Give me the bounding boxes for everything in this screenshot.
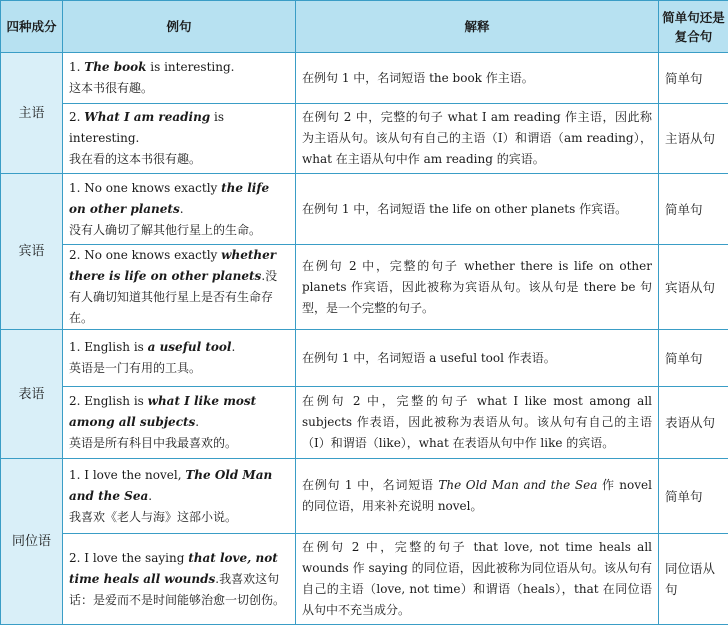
sentence-type-cell: 表语从句 <box>659 387 728 459</box>
example-number: 2. <box>69 110 84 124</box>
example-text-pre: No one knows exactly <box>84 248 221 262</box>
explanation-text: 在例句 2 中，完整的句子 what I like most among all subjects 作表语，因此被称为表语从句。该从句有自己的主语（I）和谓语（like），what 在表语从句中作 like 的宾语。 <box>302 394 652 450</box>
explanation-text: 在例句 1 中，名词短语 the book 作主语。 <box>302 71 534 85</box>
example-text-pre: English is <box>84 394 147 408</box>
example-text-post: . <box>231 340 235 354</box>
sentence-type-cell: 主语从句 <box>659 104 728 174</box>
example-number: 1. <box>69 60 84 74</box>
explanation-cell <box>296 174 659 245</box>
example-number: 2. <box>69 394 84 408</box>
example-number: 2. <box>69 551 84 565</box>
explanation-cell <box>296 245 659 330</box>
sentence-type-cell: 宾语从句 <box>659 245 728 330</box>
example-cell <box>63 387 296 459</box>
example-text-pre: No one knows exactly <box>84 181 221 195</box>
explanation-cell <box>296 459 659 534</box>
example-cell <box>63 459 296 534</box>
example-cell <box>63 245 296 330</box>
explanation-text-post: 作 novel 的同位语，用来补充说明 novel。 <box>302 478 652 513</box>
example-text-post: . <box>148 489 152 503</box>
sentence-type-cell: 简单句 <box>659 330 728 387</box>
example-translation: 我喜欢《老人与海》这部小说。 <box>69 507 289 528</box>
header-component: 四种成分 <box>1 1 63 53</box>
table-body <box>1 53 728 625</box>
component-cell: 主语 <box>1 53 63 174</box>
explanation-cell <box>296 330 659 387</box>
example-number: 2. <box>69 248 84 262</box>
example-highlight: What I am reading <box>84 110 210 124</box>
table-row <box>1 387 728 459</box>
explanation-text: 在例句 2 中，完整的句子 what I am reading 作主语，因此称为主语从句。该从句有自己的主语（I）和谓语（am reading），what 在主语从句中作 am reading 的宾语。 <box>302 110 652 166</box>
table-row <box>1 53 728 104</box>
table-row <box>1 104 728 174</box>
example-highlight: that love, not time heals all wounds <box>69 551 278 586</box>
example-highlight: what I like most among all subjects <box>69 394 256 429</box>
example-highlight: The book <box>84 60 146 74</box>
explanation-cell <box>296 534 659 625</box>
example-number: 1. <box>69 340 84 354</box>
explanation-text: 在例句 1 中，名词短语 the life on other planets 作宾语。 <box>302 202 627 216</box>
sentence-type-cell: 简单句 <box>659 174 728 245</box>
sentence-type-cell: 同位语从句 <box>659 534 728 625</box>
explanation-text: 在例句 1 中，名词短语 a useful tool 作表语。 <box>302 351 556 365</box>
sentence-type-cell: 简单句 <box>659 53 728 104</box>
example-highlight: the life on other planets <box>69 181 269 216</box>
example-translation: 没有人确切知道其他行星上是否有生命存在。 <box>69 269 277 325</box>
example-translation: 我在看的这本书很有趣。 <box>69 149 289 170</box>
table-row <box>1 534 728 625</box>
header-explanation: 解释 <box>296 1 659 53</box>
explanation-text: 在例句 2 中，完整的句子 that love, not time heals all wounds 作 saying 的同位语，因此被称为同位语从句。该从句有自己的主语（love, not time）和谓语（heals），that 在同位语从句中不充当成分。 <box>302 540 652 617</box>
component-cell: 同位语 <box>1 459 63 625</box>
example-translation: 我喜欢这句话：是爱而不是时间能够治愈一切创伤。 <box>69 572 285 607</box>
example-highlight: a useful tool <box>148 340 232 354</box>
example-text-post: . <box>215 572 219 586</box>
example-text-post: . <box>195 415 199 429</box>
example-cell <box>63 104 296 174</box>
example-text-post: . <box>261 269 265 283</box>
explanation-cell <box>296 104 659 174</box>
example-highlight: whether there is life on other planets <box>69 248 276 283</box>
example-number: 1. <box>69 468 84 482</box>
explanation-italic: The Old Man and the Sea <box>438 478 597 492</box>
header-row <box>1 1 728 53</box>
example-text-post: is interesting. <box>146 60 234 74</box>
example-text-pre: I love the saying <box>84 551 188 565</box>
component-cell: 宾语 <box>1 174 63 330</box>
table-row <box>1 245 728 330</box>
sentence-type-cell: 简单句 <box>659 459 728 534</box>
example-cell <box>63 534 296 625</box>
table-row <box>1 459 728 534</box>
table-row <box>1 174 728 245</box>
explanation-cell <box>296 387 659 459</box>
example-translation: 英语是所有科目中我最喜欢的。 <box>69 433 289 454</box>
example-translation: 没有人确切了解其他行星上的生命。 <box>69 220 289 241</box>
example-highlight: The Old Man and the Sea <box>69 468 272 503</box>
example-cell <box>63 330 296 387</box>
table-row <box>1 330 728 387</box>
explanation-cell <box>296 53 659 104</box>
example-translation: 英语是一门有用的工具。 <box>69 358 289 379</box>
example-text-post: is interesting. <box>69 110 224 145</box>
example-text-pre: English is <box>84 340 147 354</box>
example-number: 1. <box>69 181 84 195</box>
example-text-post: . <box>180 202 184 216</box>
header-example: 例句 <box>63 1 296 53</box>
explanation-text: 在例句 1 中，名词短语 <box>302 478 438 492</box>
example-cell <box>63 53 296 104</box>
example-text-pre: I love the novel, <box>84 468 185 482</box>
component-cell: 表语 <box>1 330 63 459</box>
example-cell <box>63 174 296 245</box>
header-type: 简单句还是复合句 <box>659 1 728 53</box>
explanation-text: 在例句 2 中，完整的句子 whether there is life on other planets 作宾语，因此被称为宾语从句。该从句是 there be 句型，是一个完整的句子。 <box>302 259 652 315</box>
example-translation: 这本书很有趣。 <box>69 78 289 99</box>
